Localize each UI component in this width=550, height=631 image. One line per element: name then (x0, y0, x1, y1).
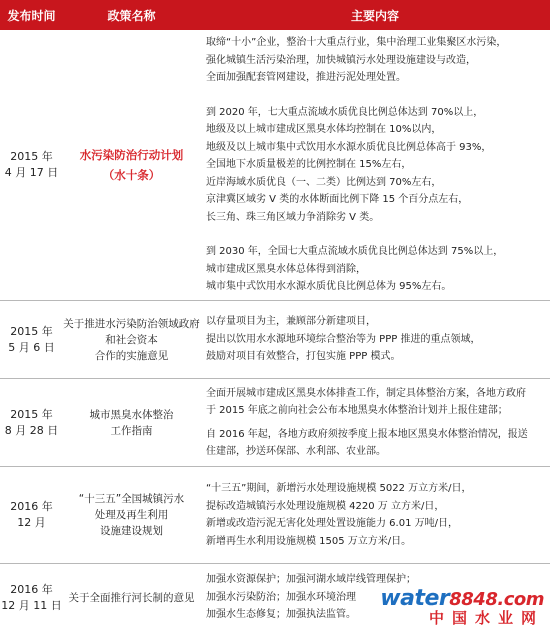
content-line: 取缔“十小”企业，整治十大重点行业，集中治理工业集聚区水污染， (206, 37, 507, 49)
date-line: 4 月 17 日 (4, 166, 59, 179)
header-date: 发布时间 (7, 8, 56, 23)
content-line: 到 2030 年，全国七大重点流域水质优良比例总体达到 75%以上， (206, 246, 504, 258)
content-paragraph (206, 480, 472, 550)
row-date (0, 30, 63, 300)
policy-name-line: 工作指南 (110, 424, 153, 437)
table-header (0, 0, 550, 30)
content-line: 强化城镇生活污染治理，加快城镇污水处理设施建设与改造， (206, 54, 476, 66)
policy-name-line: 设施建设规划 (99, 525, 163, 537)
date-line: 5 月 6 日 (8, 340, 55, 354)
policy-name-line: 水污染防治行动计划 (79, 148, 184, 162)
content-line: 城市集中式饮用水水源水质优良比例总体为 95%左右。 (206, 281, 452, 293)
content-line: 加强水生态修复；加强执法监管。 (206, 609, 356, 621)
content-line: 全面开展城市建成区黑臭水体排查工作，制定具体整治方案，各地方政府 (206, 387, 526, 399)
content-line: 京津冀区域劣 V 类的水体断面比例下降 15 个百分点左右， (206, 194, 469, 206)
content-line: 新增或改造污泥无害化处理处置设施能力 6.01 万吨/日， (206, 518, 458, 529)
content-line: 住建部，抄送环保部、水利部、农业部。 (206, 446, 386, 457)
row-policy-name (63, 301, 200, 378)
watermark-brand-suffix: .com (497, 589, 544, 610)
watermark-logo (380, 586, 544, 628)
content-paragraph (206, 34, 506, 87)
date-line: 8 月 28 日 (4, 423, 59, 437)
content-line: 自 2016 年起，各地方政府须按季度上报本地区黑臭水体整治情况，报送 (206, 428, 528, 440)
row-policy-name (63, 564, 200, 631)
policy-name-line: 关于推进水污染防治领域政府 (63, 317, 200, 330)
content-line: 长三角、珠三角区域力争消除劣 V 类。 (206, 211, 380, 223)
policy-name-line: 城市黑臭水体整治 (89, 408, 174, 421)
header-name: 政策名称 (107, 8, 156, 23)
content-line: 加强水资源保护；加强河湖水域岸线管理保护； (206, 574, 416, 586)
content-line: 地级及以上城市建成区黑臭水体均控制在 10%以内， (206, 124, 442, 136)
watermark-brand-number: 8848 (449, 589, 498, 610)
row-date (0, 564, 63, 631)
content-line: 提标改造城镇污水处理设施规模 4220 万 立方米/日， (206, 500, 445, 512)
row-content (200, 379, 550, 466)
policy-name-line: 处理及再生利用 (94, 509, 169, 521)
table-row (0, 379, 550, 467)
content-line: 城市建成区黑臭水体总体得到消除， (206, 263, 366, 275)
policy-name-line: 关于全面推行河长制的意见 (68, 591, 195, 604)
content-line: 全国地下水质量极差的比例控制在 15%左右， (206, 159, 412, 171)
content-line: 地级及以上城市集中式饮用水水源水质优良比例总体高于 93%， (206, 141, 492, 153)
date-line: 2015 年 (10, 407, 53, 421)
content-line: 提出以饮用水水源地环境综合整治等为 PPP 推进的重点领域， (206, 333, 481, 345)
policy-name-line: 和社会资本 (105, 333, 158, 346)
content-paragraph (206, 426, 528, 461)
date-line: 2016 年 (10, 582, 53, 596)
row-policy-name (63, 467, 200, 563)
content-paragraph (206, 313, 480, 366)
row-policy-name (63, 379, 200, 466)
date-line: 12 月 (17, 516, 46, 529)
content-paragraph (206, 385, 526, 420)
content-line: 全面加强配套管网建设，推进污泥处理处置。 (206, 72, 406, 84)
header-content: 主要内容 (350, 8, 399, 23)
row-policy-name (63, 30, 200, 300)
row-content (200, 301, 550, 378)
date-line: 2015 年 (10, 150, 53, 163)
row-date (0, 379, 63, 466)
policy-name-line: 合作的实施意见 (94, 349, 169, 362)
content-line: 新增再生水利用设施规模 1505 万立方米/日。 (206, 535, 412, 547)
policy-name-line: （水十条） (102, 168, 161, 182)
row-date (0, 467, 63, 563)
table-row (0, 301, 550, 379)
content-line: “十三五”期间，新增污水处理设施规模 5022 万立方米/日， (206, 483, 472, 494)
content-line: 以存量项目为主，兼顾部分新建项目， (206, 316, 376, 328)
row-content (200, 30, 550, 300)
content-paragraph (206, 104, 491, 227)
content-paragraph (206, 243, 503, 296)
date-line: 2015 年 (10, 324, 53, 338)
table-row (0, 467, 550, 564)
content-line: 加强水污染防治；加强水环境治理 (206, 591, 356, 603)
table-row (0, 30, 550, 301)
watermark-brand-text: water (380, 586, 450, 611)
date-line: 2016 年 (10, 500, 53, 513)
row-content (200, 467, 550, 563)
content-line: 于 2015 年底之前向社会公布本地黑臭水体整治计划并上报住建部； (206, 405, 508, 416)
policy-name-line: “十三五”全国城镇污水 (78, 493, 185, 505)
content-line: 近岸海域水质优良（一、二类）比例达到 70%左右， (206, 176, 442, 188)
date-line: 12 月 11 日 (1, 598, 62, 612)
content-line: 鼓励对项目有效整合，打包实施 PPP 模式。 (206, 351, 401, 363)
content-line: 到 2020 年，七大重点流域水质优良比例总体达到 70%以上， (206, 106, 484, 118)
watermark-cn: 中国水业网 (428, 609, 544, 627)
row-date (0, 301, 63, 378)
